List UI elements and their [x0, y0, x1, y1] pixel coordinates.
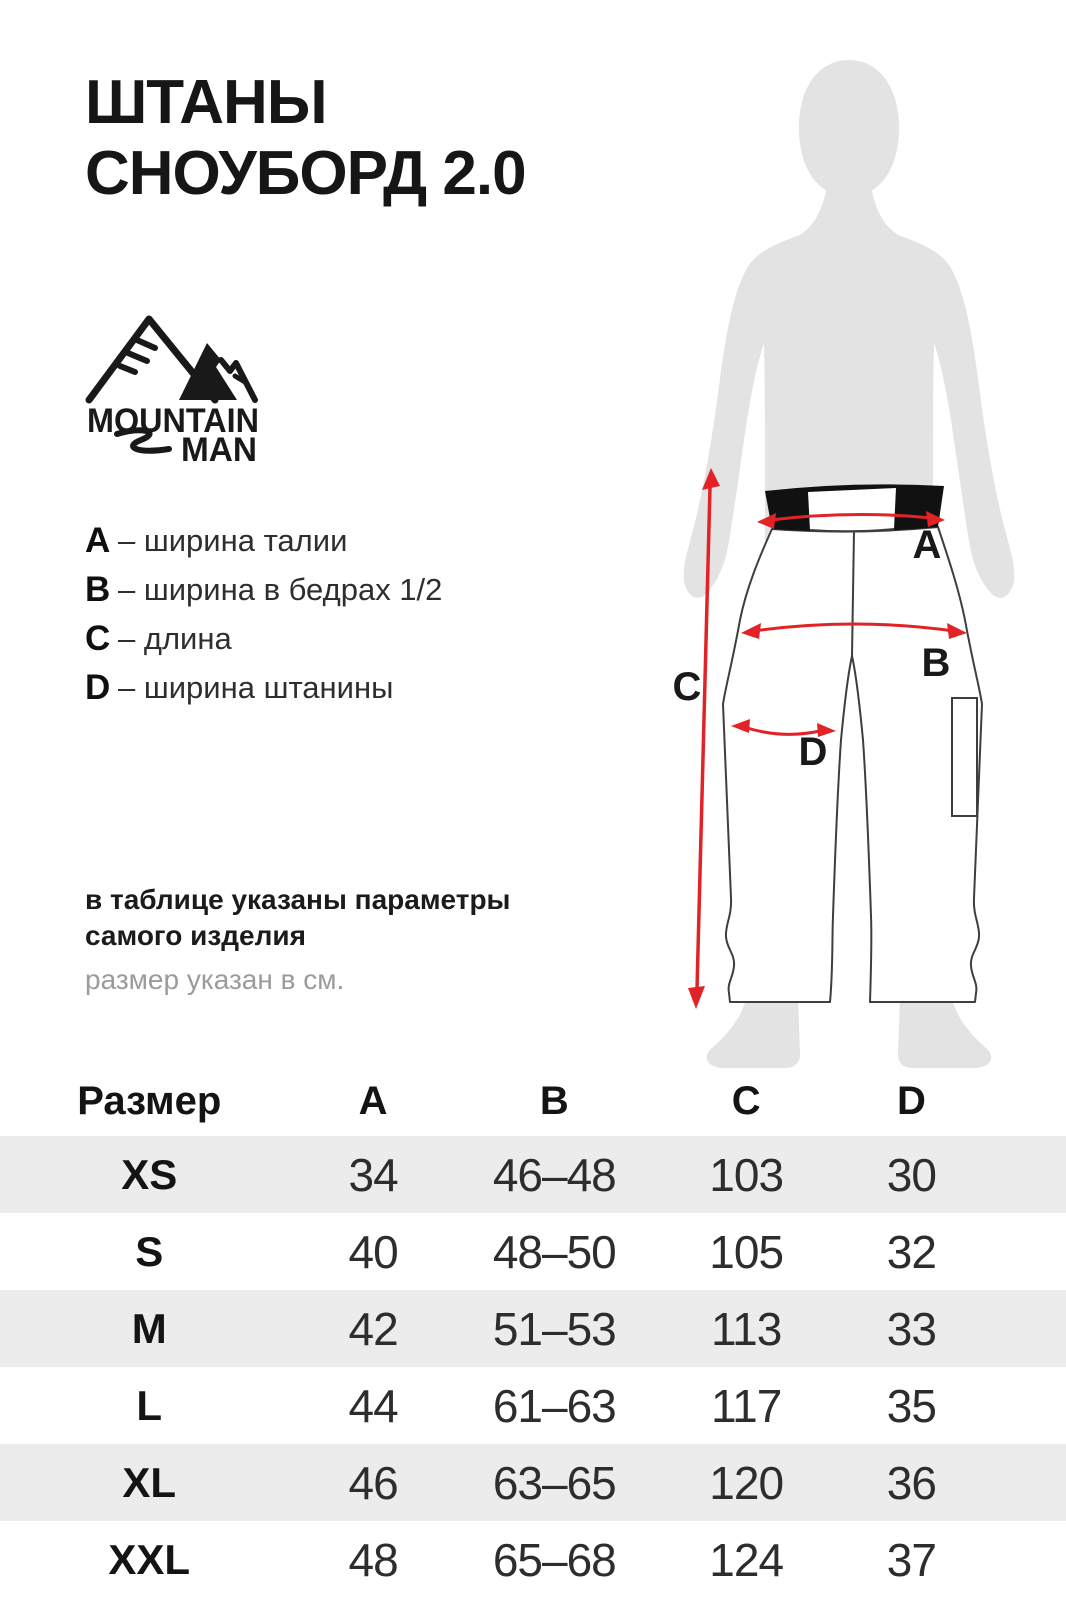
value-c: 120 [709, 1456, 784, 1509]
value-a: 34 [348, 1148, 398, 1201]
value-c: 124 [709, 1533, 784, 1586]
value-d: 32 [886, 1225, 936, 1278]
value-d: 36 [886, 1456, 936, 1509]
page-title-line1: ШТАНЫ [85, 68, 327, 137]
brand-logo [85, 306, 290, 471]
legend-text-a: – ширина талии [118, 522, 348, 558]
diagram-label-a: A [912, 523, 942, 567]
silhouette-right-foot [898, 996, 991, 1068]
note-light-text: размер указан в см. [85, 963, 345, 995]
value-a: 46 [348, 1456, 398, 1509]
value-c: 117 [710, 1379, 782, 1432]
table-row-s [0, 1213, 1066, 1290]
size-label: M [131, 1304, 167, 1352]
table-row-xs [0, 1136, 1066, 1213]
pants-side-pocket [952, 698, 977, 816]
value-d: 33 [886, 1302, 936, 1355]
size-label: XL [122, 1458, 177, 1506]
table-header-row [0, 1066, 1066, 1136]
mountain-man-logo-icon [85, 306, 290, 471]
value-a: 42 [348, 1302, 398, 1355]
brand-name-line1: MOUNTAIN [87, 402, 259, 440]
brand-name-line2: MAN [181, 431, 257, 469]
legend-text-c: – длина [118, 620, 232, 656]
value-a: 44 [348, 1379, 398, 1432]
legend-item-c [85, 614, 442, 663]
size-table [0, 1066, 1066, 1598]
value-d: 35 [886, 1379, 936, 1432]
legend-item-a [85, 516, 442, 565]
legend-text-b: – ширина в бедрах 1/2 [118, 571, 443, 607]
value-c: 105 [709, 1225, 784, 1278]
size-label: XS [121, 1150, 178, 1198]
size-label: XXL [108, 1535, 191, 1583]
value-d: 30 [886, 1148, 936, 1201]
table-row-xl [0, 1444, 1066, 1521]
value-a: 48 [348, 1533, 398, 1586]
pants-waistband-gap [808, 488, 896, 531]
measurement-legend [85, 516, 442, 712]
silhouette-left-foot [707, 996, 800, 1068]
value-c: 113 [710, 1302, 782, 1355]
value-a: 40 [348, 1225, 398, 1278]
legend-letter-c: C [85, 618, 111, 658]
value-b: 61–63 [492, 1379, 616, 1432]
pants-measurement-figure [630, 40, 1050, 1080]
value-b: 46–48 [492, 1148, 616, 1201]
table-row-xxl [0, 1521, 1066, 1598]
diagram-label-c: C [672, 665, 702, 709]
value-b: 63–65 [492, 1456, 616, 1509]
value-c: 103 [709, 1148, 784, 1201]
value-d: 37 [886, 1533, 936, 1586]
measurement-diagram [630, 40, 1050, 1080]
column-header-d: D [896, 1078, 926, 1123]
column-header-c: C [731, 1078, 761, 1123]
page-title [85, 68, 526, 209]
column-header-b: B [539, 1078, 569, 1123]
column-header-a: A [358, 1078, 388, 1123]
table-note [85, 882, 565, 996]
note-bold-text: в таблице указаны параметры самого изделия [85, 884, 511, 952]
table-row-m [0, 1290, 1066, 1367]
pants-drawing [723, 484, 982, 1002]
value-b: 65–68 [492, 1533, 616, 1586]
diagram-label-d: D [798, 730, 828, 774]
legend-item-d [85, 663, 442, 712]
page-title-line2: СНОУБОРД 2.0 [85, 138, 526, 208]
column-header-size: Размер [77, 1078, 222, 1123]
value-b: 51–53 [492, 1302, 616, 1355]
value-b: 48–50 [492, 1225, 616, 1278]
silhouette-head [799, 60, 899, 196]
legend-letter-d: D [85, 667, 111, 707]
legend-letter-a: A [85, 520, 111, 560]
legend-text-d: – ширина штанины [118, 669, 394, 705]
diagram-label-b: B [921, 641, 951, 685]
legend-item-b [85, 565, 442, 614]
size-label: S [135, 1227, 164, 1275]
table-row-l [0, 1367, 1066, 1444]
size-label: L [136, 1381, 163, 1429]
legend-letter-b: B [85, 569, 111, 609]
